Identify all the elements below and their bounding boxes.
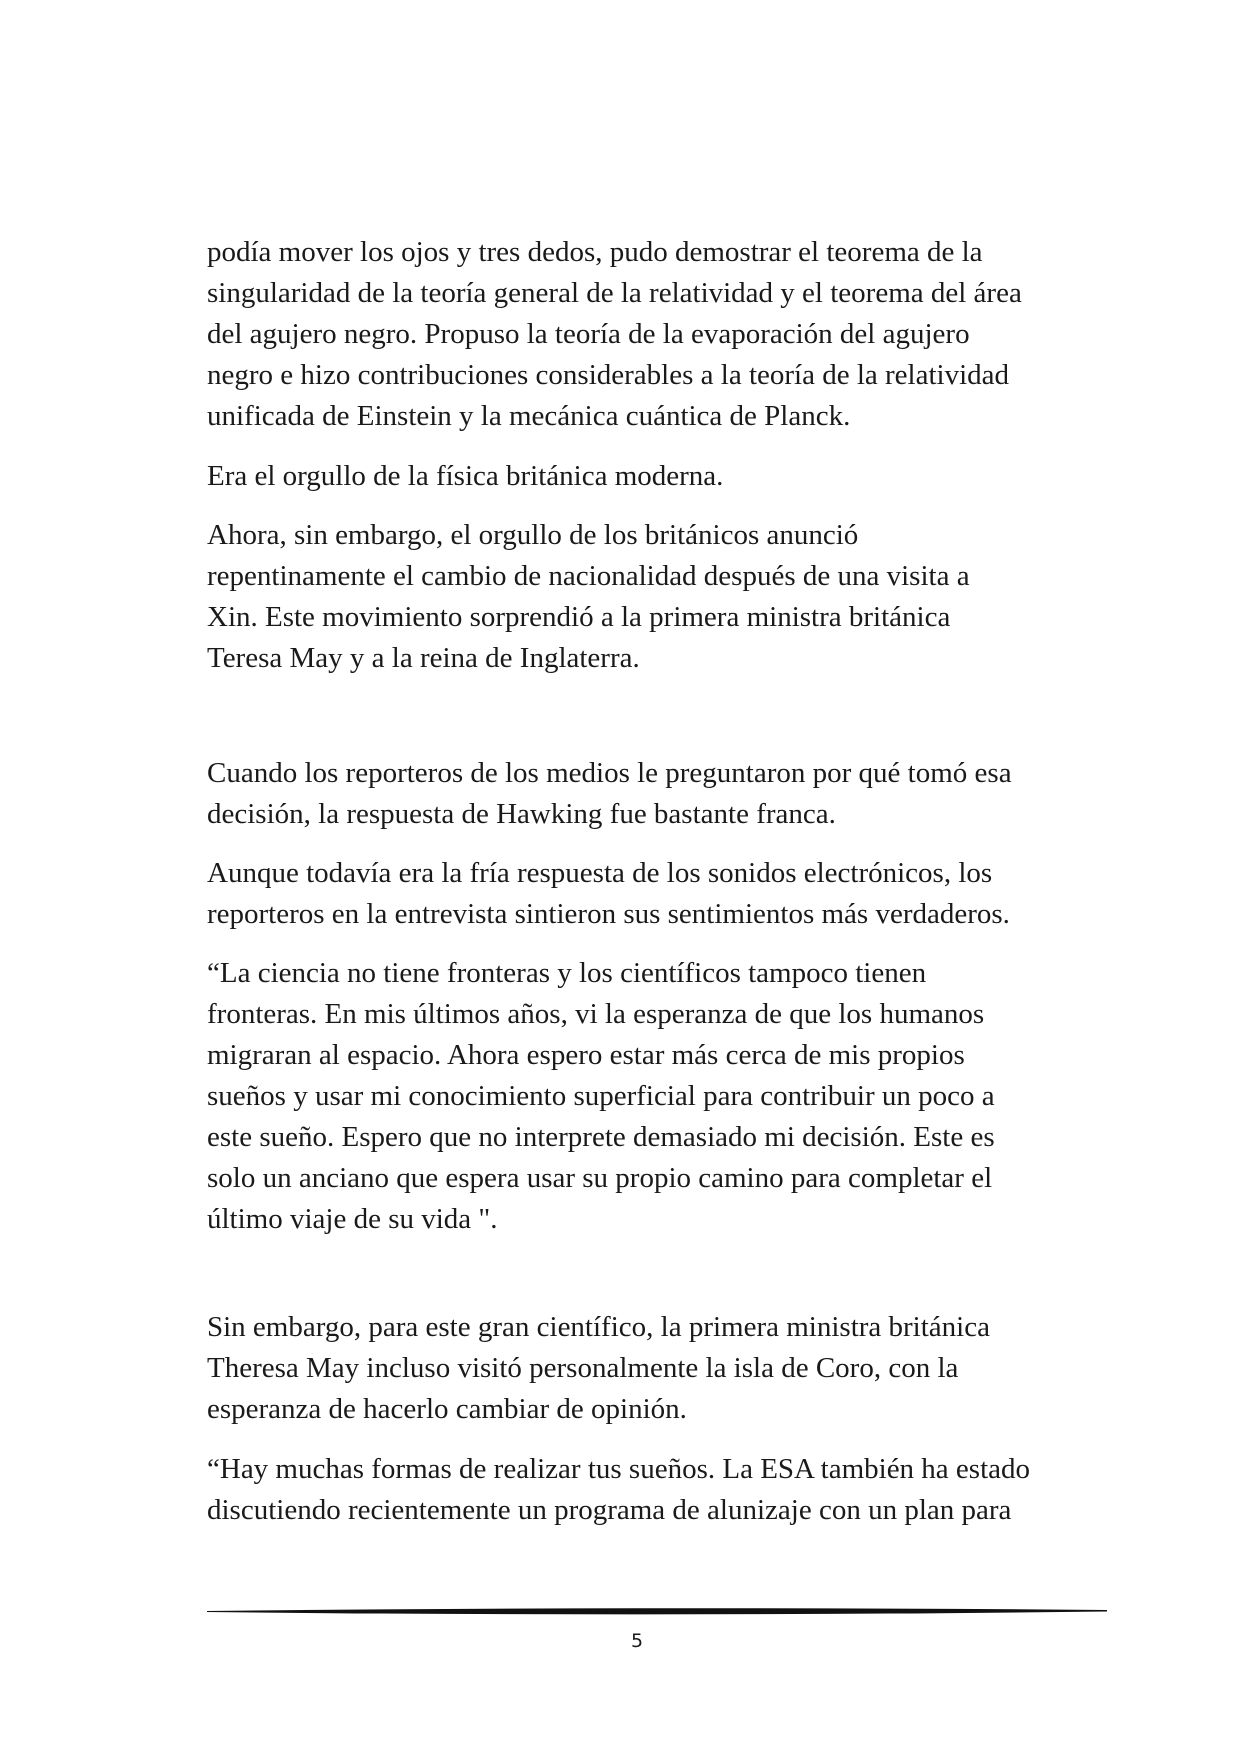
text-line: Cuando los reporteros de los medios le preguntaron por qué tomó esa xyxy=(207,757,1012,789)
paragraph-6 xyxy=(207,953,1067,1240)
text-line: negro e hizo contribuciones considerables a la teoría de la relatividad xyxy=(207,359,1010,391)
text-line: esperanza de hacerlo cambiar de opinión. xyxy=(207,1393,687,1425)
text-line: migraran al espacio. Ahora espero estar más cerca de mis propios xyxy=(207,1039,965,1071)
paragraph-3 xyxy=(207,515,1067,679)
paragraph-8 xyxy=(207,1449,1067,1531)
text-line: discutiendo recientemente un programa de alunizaje con un plan para xyxy=(207,1494,1012,1526)
text-line: unificada de Einstein y la mecánica cuántica de Planck. xyxy=(207,400,851,432)
text-line: singularidad de la teoría general de la relatividad y el teorema del área xyxy=(207,277,1022,309)
text-line: solo un anciano que espera usar su propio camino para completar el xyxy=(207,1162,993,1194)
text-line: “La ciencia no tiene fronteras y los científicos tampoco tienen xyxy=(207,957,927,989)
text-line: último viaje de su vida ". xyxy=(207,1203,498,1235)
text-line: del agujero negro. Propuso la teoría de la evaporación del agujero xyxy=(207,318,970,350)
text-line: este sueño. Espero que no interprete demasiado mi decisión. Este es xyxy=(207,1121,995,1153)
text-line: Theresa May incluso visitó personalmente la isla de Coro, con la xyxy=(207,1352,959,1384)
text-line: decisión, la respuesta de Hawking fue bastante franca. xyxy=(207,798,836,830)
text-line: fronteras. En mis últimos años, vi la esperanza de que los humanos xyxy=(207,998,985,1030)
paragraph-7 xyxy=(207,1307,1067,1430)
text-line: Ahora, sin embargo, el orgullo de los británicos anunció xyxy=(207,519,859,551)
text-line: Xin. Este movimiento sorprendió a la primera ministra británica xyxy=(207,601,951,633)
paragraph-4 xyxy=(207,753,1067,835)
paragraph-5 xyxy=(207,853,1067,935)
text-line: sueños y usar mi conocimiento superficial para contribuir un poco a xyxy=(207,1080,995,1112)
text-line: Aunque todavía era la fría respuesta de los sonidos electrónicos, los xyxy=(207,857,993,889)
text-line: Era el orgullo de la física británica moderna. xyxy=(207,460,724,492)
text-line: Teresa May y a la reina de Inglaterra. xyxy=(207,642,640,674)
text-line: repentinamente el cambio de nacionalidad después de una visita a xyxy=(207,560,970,592)
paragraph-1 xyxy=(207,232,1067,437)
text-line: reporteros en la entrevista sintieron sus sentimientos más verdaderos. xyxy=(207,898,1010,930)
page-number: 5 xyxy=(630,1630,644,1652)
footer-divider xyxy=(207,1604,1107,1618)
text-line: Sin embargo, para este gran científico, la primera ministra británica xyxy=(207,1311,990,1343)
paragraph-2 xyxy=(207,456,1067,497)
text-line: podía mover los ojos y tres dedos, pudo demostrar el teorema de la xyxy=(207,236,983,268)
text-line: “Hay muchas formas de realizar tus sueños. La ESA también ha estado xyxy=(207,1453,1031,1485)
